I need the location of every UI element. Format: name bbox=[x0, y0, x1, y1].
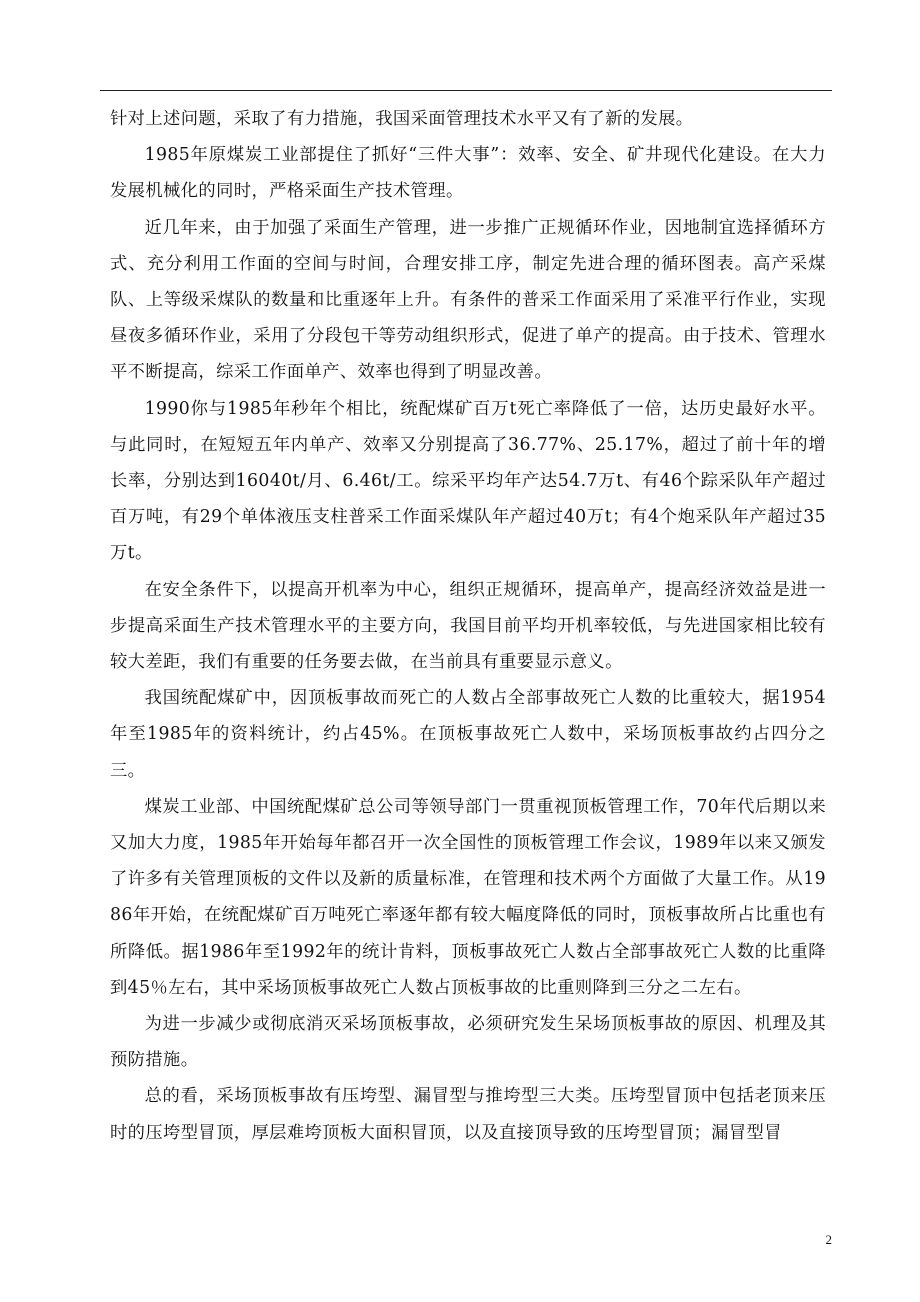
paragraph-6: 我国统配煤矿中，因顶板事故而死亡的人数占全部事故死亡人数的比重较大，据1954年至1985年的资料统计，约占45%。在顶板事故死亡人数中，采场顶板事故约占四分之三。 bbox=[110, 688, 826, 781]
paragraph-7: 煤炭工业部、中国统配煤矿总公司等领导部门一贯重视顶板管理工作，70年代后期以来又加大力度，1985年开始每年都召开一次全国性的顶板管理工作会议，1989年以来又颁发了许多有关管理顶板的文件以及新的质量标准，在管理和技术两个方面做了大量工作。从1986年开始，在统配煤矿百万吨死亡率逐年都有较大幅度降低的同时，顶板事故所占比重也有所降低。据1986年至1992年的统计肯料，顶板事故死亡人数占全部事故死亡人数的比重降到45％左右，其中采场顶板事故死亡人数占顶板事故的比重则降到三分之二左右。 bbox=[110, 796, 826, 998]
body-text bbox=[110, 101, 826, 1151]
header-rule bbox=[100, 90, 832, 91]
paragraph-9: 总的看，采场顶板事故有压垮型、漏冒型与推垮型三大类。压垮型冒顶中包括老顶来压时的压垮型冒顶，厚层难垮顶板大面积冒顶，以及直接顶导致的压垮型冒顶；漏冒型冒 bbox=[110, 1086, 826, 1143]
paragraph-8: 为进一步减少或彻底消灭采场顶板事故，必须研究发生呆场顶板事故的原因、机理及其预防措施。 bbox=[110, 1014, 826, 1071]
page-number: 2 bbox=[825, 1232, 832, 1247]
paragraph-4: 1990你与1985年秒年个相比，统配煤矿百万t死亡率降低了一倍，达历史最好水平。与此同时，在短短五年内单产、效率又分别提高了36.77%、25.17%，超过了前十年的增长率，分别达到16040t/月、6.46t/工。综采平均年产达54.7万t、有46个踪采队年产超过百万吨，有29个单体液压支柱普采工作面采煤队年产超过40万t；有4个炮采队年产超过35万t。 bbox=[110, 398, 826, 564]
paragraph-5: 在安全条件下，以提高开机率为中心，组织正规循环，提高单产，提高经济效益是进一步提高采面生产技术管理水平的主要方向，我国目前平均开机率较低，与先进国家相比较有较大差距，我们有重要的任务要去做，在当前具有重要显示意义。 bbox=[110, 579, 826, 673]
paragraph-3: 近几年来，由于加强了采面生产管理，进一步推广正规循环作业，因地制宜选择循环方式、充分利用工作面的空间与时间，合理安排工序，制定先进合理的循环图表。高产采煤队、上等级采煤队的数量和比重逐年上升。有条件的普采工作面采用了采准平行作业，实现昼夜多循环作业，采用了分段包干等劳动组织形式，促进了单产的提高。由于技术、管理水平不断提高，综采工作面单产、效率也得到了明显改善。 bbox=[110, 217, 826, 383]
paragraph-2: 1985年原煤炭工业部提住了抓好“三件大事”：效率、安全、矿井现代化建设。在大力发展机械化的同时，严格采面生产技术管理。 bbox=[110, 145, 826, 202]
paragraph-1: 针对上述问题，采取了有力措施，我国采面管理技术水平又有了新的发展。 bbox=[110, 109, 694, 129]
